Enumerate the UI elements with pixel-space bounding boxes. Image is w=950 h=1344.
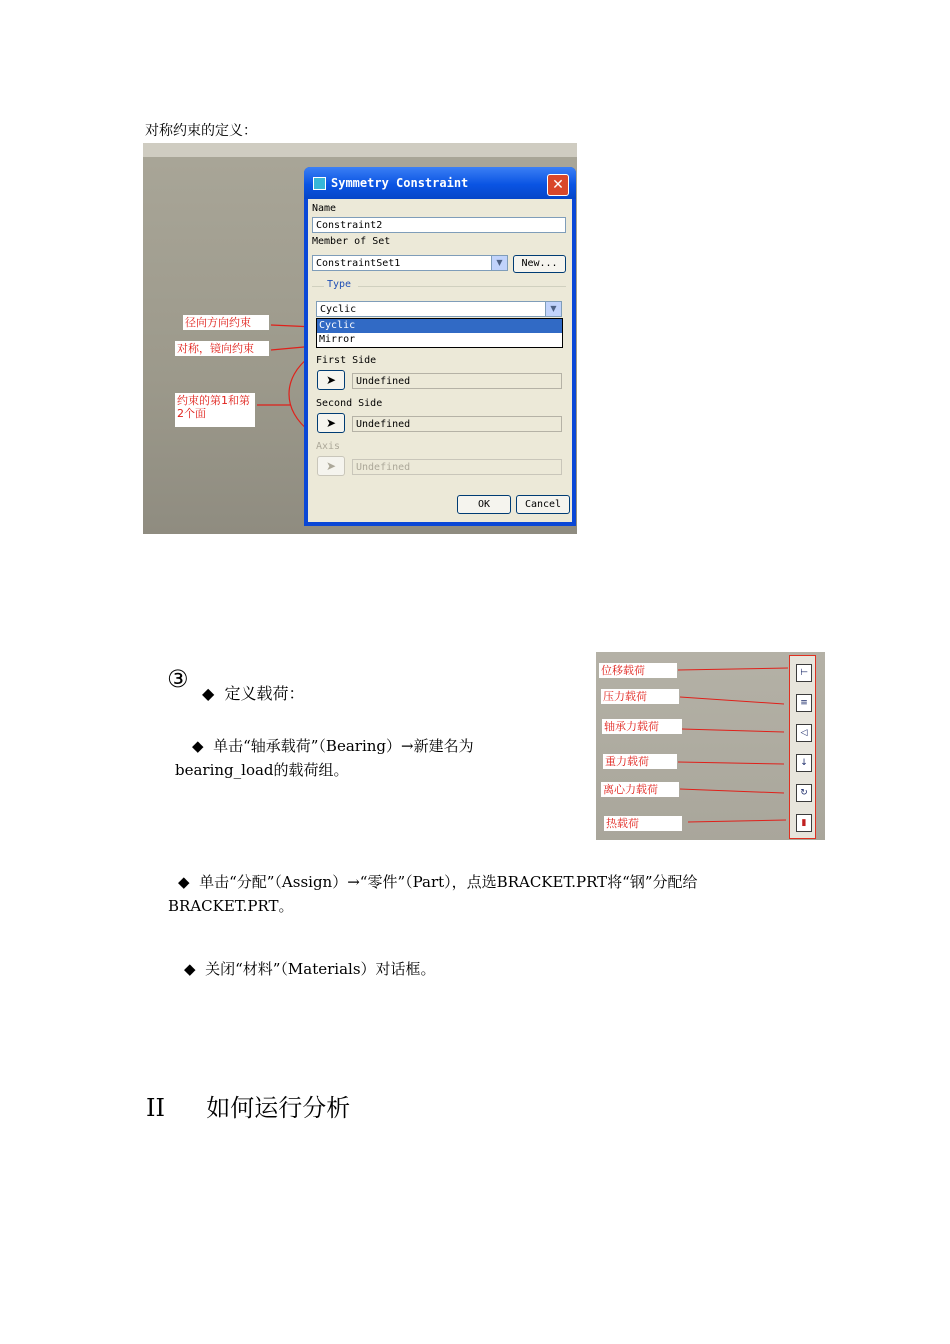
displacement-load-icon[interactable]: ⊢ <box>796 664 812 682</box>
label-centrifugal-load: 离心力载荷 <box>601 782 679 797</box>
type-group-label: Type <box>327 279 352 290</box>
diamond-bullet-icon: ◆ <box>178 873 190 891</box>
heading-run-analysis <box>146 1088 350 1123</box>
heading-numeral: II <box>146 1094 165 1122</box>
type-group-line-right <box>358 286 566 287</box>
name-label: Name <box>312 203 337 214</box>
type-select[interactable] <box>316 301 562 317</box>
diamond-bullet-icon: ◆ <box>202 684 215 703</box>
bullet-close-materials <box>184 957 684 981</box>
cancel-button[interactable]: Cancel <box>516 495 570 514</box>
type-group-line-left <box>312 286 324 287</box>
second-side-field[interactable]: Undefined <box>352 416 562 432</box>
type-option-mirror[interactable]: Mirror <box>319 334 356 345</box>
bullet-bearing-text: 单击“轴承载荷”（Bearing）→新建名为bearing_load的载荷组。 <box>175 737 474 779</box>
ok-button[interactable]: OK <box>457 495 511 514</box>
chevron-down-icon[interactable]: ▼ <box>491 256 507 270</box>
member-of-set-select[interactable] <box>312 255 508 271</box>
arrow-bearing <box>682 729 784 732</box>
dialog-titlebar[interactable] <box>304 167 576 199</box>
arrow-thermal <box>688 820 786 822</box>
callout-sides: 约束的第1和第2个面 <box>175 393 255 427</box>
loads-toolbar-screenshot <box>596 652 825 840</box>
section-title-define-loads <box>202 681 305 704</box>
close-button[interactable]: ✕ <box>547 174 569 196</box>
diamond-bullet-icon: ◆ <box>192 737 204 755</box>
type-dropdown-list <box>316 318 563 348</box>
member-of-set-label: Member of Set <box>312 236 391 247</box>
cursor-arrow-icon: ➤ <box>325 459 337 473</box>
symmetry-screenshot <box>143 143 577 534</box>
second-side-label: Second Side <box>316 398 383 409</box>
label-thermal-load: 热载荷 <box>604 816 682 831</box>
step-number: ③ <box>167 665 189 693</box>
label-gravity-load: 重力载荷 <box>603 754 677 769</box>
window-icon <box>313 177 326 190</box>
member-of-set-value: ConstraintSet1 <box>316 258 401 269</box>
axis-field: Undefined <box>352 459 562 475</box>
cursor-arrow-icon: ➤ <box>325 416 337 430</box>
arrow-pressure <box>680 697 784 704</box>
callout-radial: 径向方向约束 <box>183 315 269 330</box>
axis-label: Axis <box>316 441 341 452</box>
section-title-text: 定义载荷： <box>224 684 305 703</box>
label-pressure-load: 压力载荷 <box>601 689 679 704</box>
label-bearing-load: 轴承力载荷 <box>602 719 682 734</box>
chevron-down-icon[interactable]: ▼ <box>545 302 561 316</box>
type-value: Cyclic <box>320 304 357 315</box>
name-field[interactable]: Constraint2 <box>312 217 566 233</box>
gravity-load-icon[interactable]: ↓ <box>796 754 812 772</box>
type-option-cyclic[interactable]: Cyclic <box>317 319 562 333</box>
arrow-gravity <box>678 762 784 764</box>
bullet-bearing <box>175 734 555 782</box>
dialog-body <box>308 199 572 522</box>
thermal-load-icon[interactable]: ▮ <box>796 814 812 832</box>
heading-text: 如何运行分析 <box>206 1094 351 1122</box>
caption-symmetry-definition: 对称约束的定义： <box>145 123 257 139</box>
axis-pick-button[interactable] <box>317 456 345 476</box>
centrifugal-load-icon[interactable]: ↻ <box>796 784 812 802</box>
bullet-close-materials-text: 关闭“材料”（Materials）对话框。 <box>205 960 436 978</box>
first-side-label: First Side <box>316 355 377 366</box>
bearing-load-icon[interactable]: ◁ <box>796 724 812 742</box>
label-displacement-load: 位移载荷 <box>599 663 677 678</box>
new-set-button[interactable]: New... <box>513 255 566 273</box>
diamond-bullet-icon: ◆ <box>184 960 196 978</box>
loads-toolbar <box>789 655 816 839</box>
first-side-pick-button[interactable] <box>317 370 345 390</box>
pressure-load-icon[interactable]: ≡ <box>796 694 812 712</box>
arrow-centrifugal <box>680 789 784 793</box>
callout-mirror: 对称，镜向约束 <box>175 341 269 356</box>
first-side-field[interactable]: Undefined <box>352 373 562 389</box>
bullet-assign-text: 单击“分配”（Assign）→“零件”（Part），点选BRACKET.PRT将“钢”分配给BRACKET.PRT。 <box>168 873 698 915</box>
dialog-title: Symmetry Constraint <box>331 176 469 190</box>
bullet-assign <box>168 870 808 918</box>
symmetry-constraint-dialog <box>304 167 576 526</box>
arrow-displacement <box>678 668 788 670</box>
second-side-pick-button[interactable] <box>317 413 345 433</box>
cursor-arrow-icon: ➤ <box>325 373 337 387</box>
